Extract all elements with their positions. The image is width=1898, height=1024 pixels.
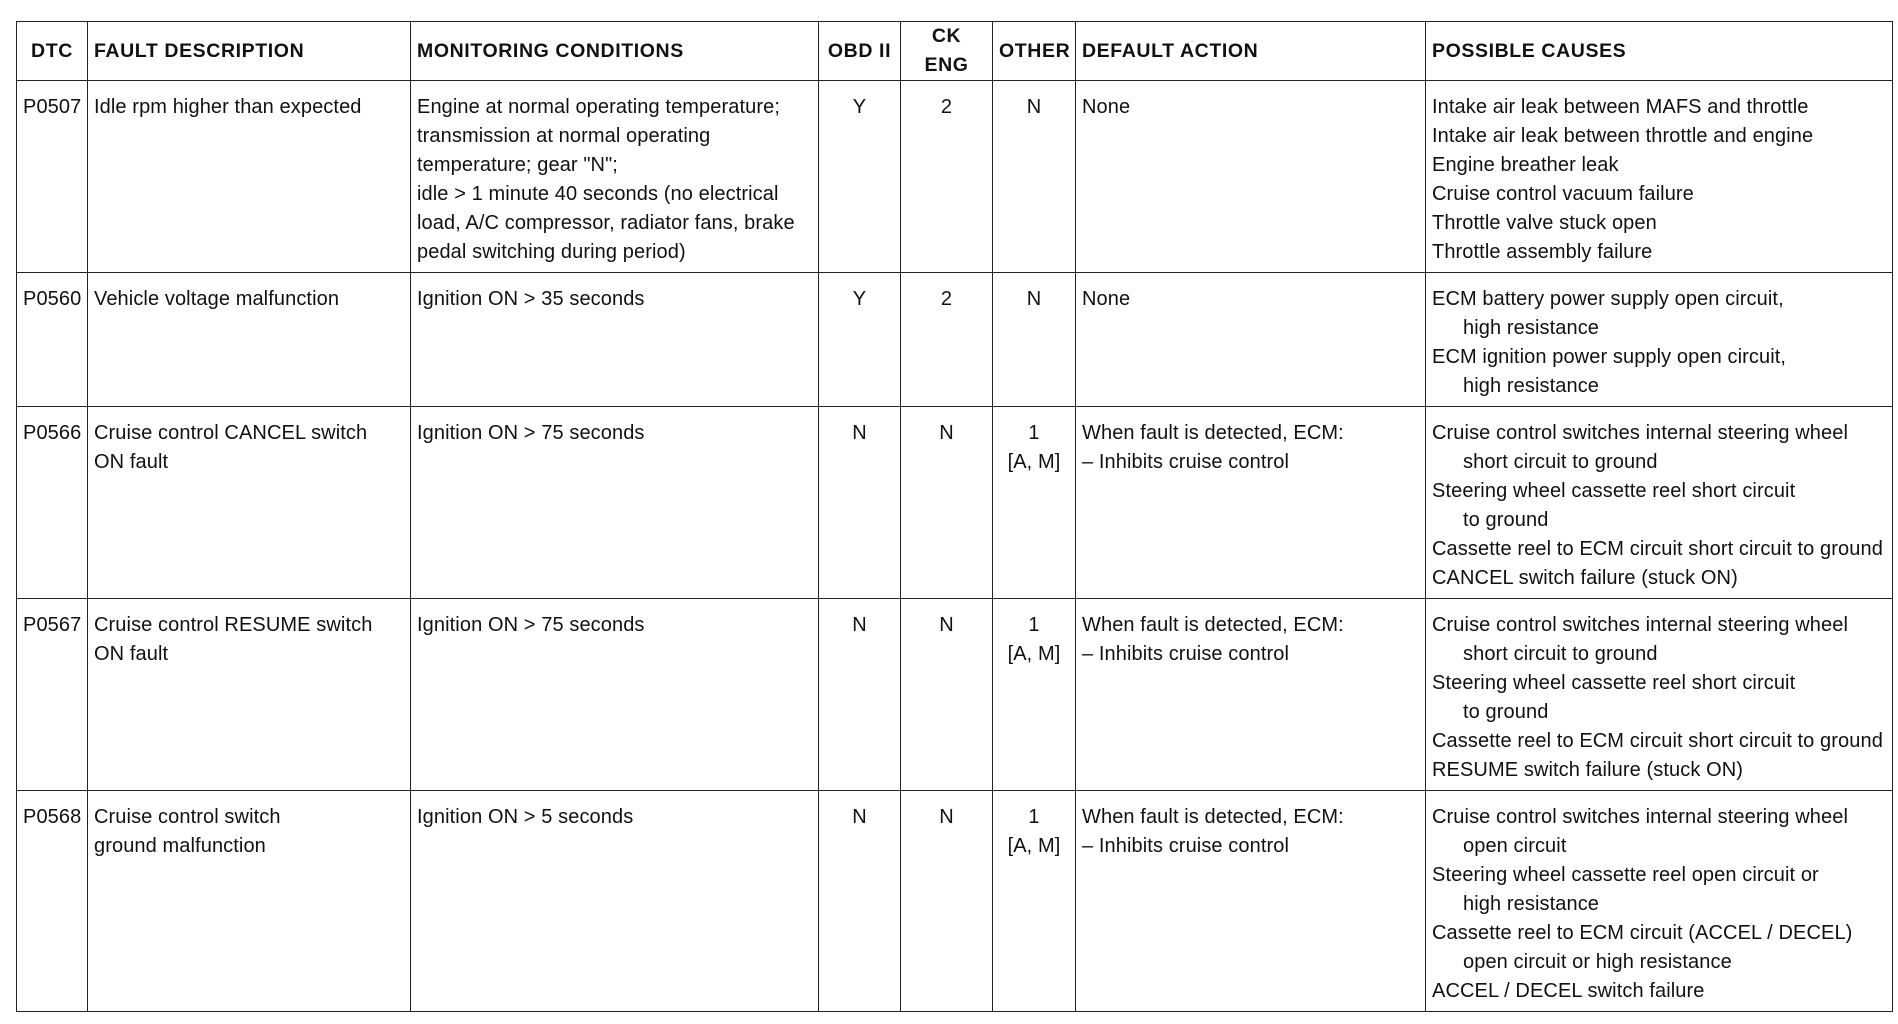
ck-eng-value: N	[939, 806, 954, 828]
possible-causes-cell	[1426, 407, 1893, 599]
fault-description-cell	[88, 273, 411, 407]
monitoring-condition-line: Ignition ON > 75 seconds	[417, 614, 645, 636]
possible-cause-line: to ground	[1463, 509, 1549, 531]
table-row	[17, 407, 1893, 599]
possible-cause-line: CANCEL switch failure (stuck ON)	[1432, 567, 1738, 589]
header-monitoring-conditions: MONITORING CONDITIONS	[411, 22, 819, 81]
possible-cause-line: Throttle assembly failure	[1432, 241, 1653, 263]
other-value-line: 1	[1028, 806, 1040, 828]
possible-cause-line: RESUME switch failure (stuck ON)	[1432, 759, 1744, 781]
monitoring-condition-line: temperature; gear "N";	[417, 154, 618, 176]
table-body	[17, 81, 1893, 1012]
possible-cause-line: Cruise control switches internal steering wheel	[1432, 806, 1848, 828]
obd-ii-value: Y	[852, 96, 867, 118]
other-value-line: [A, M]	[1007, 643, 1061, 665]
monitoring-conditions-cell	[411, 273, 819, 407]
possible-cause-line: high resistance	[1463, 375, 1600, 397]
possible-cause-line: Intake air leak between MAFS and throttle	[1432, 96, 1809, 118]
default-action-line: When fault is detected, ECM:	[1082, 806, 1344, 828]
table-row	[17, 599, 1893, 791]
dtc-table	[16, 21, 1893, 1012]
default-action-line: – Inhibits cruise control	[1082, 643, 1290, 665]
monitoring-conditions-cell	[411, 599, 819, 791]
possible-causes-cell	[1426, 273, 1893, 407]
obd-ii-value: N	[852, 614, 867, 636]
other-value-line: N	[1026, 288, 1042, 310]
obd-ii-cell	[819, 791, 901, 1012]
other-value-line: N	[1026, 96, 1042, 118]
ck-eng-value: 2	[940, 96, 953, 118]
header-dtc: DTC	[17, 22, 88, 81]
default-action-cell	[1076, 407, 1426, 599]
possible-cause-line: ECM ignition power supply open circuit,	[1432, 346, 1787, 368]
monitoring-condition-line: idle > 1 minute 40 seconds (no electrical	[417, 183, 779, 205]
fault-description-line: ground malfunction	[94, 835, 266, 857]
default-action-line: – Inhibits cruise control	[1082, 835, 1290, 857]
header-ck-eng: CK ENG	[901, 22, 993, 81]
dtc-code: P0566	[23, 422, 82, 444]
other-cell	[993, 273, 1076, 407]
default-action-cell	[1076, 273, 1426, 407]
other-value-line: 1	[1028, 614, 1040, 636]
dtc-code-cell	[17, 599, 88, 791]
possible-cause-line: Steering wheel cassette reel short circuit	[1432, 480, 1796, 502]
possible-cause-line: Intake air leak between throttle and engine	[1432, 125, 1814, 147]
ck-eng-cell	[901, 599, 993, 791]
dtc-code-cell	[17, 273, 88, 407]
possible-cause-line: open circuit or high resistance	[1463, 951, 1732, 973]
dtc-code: P0568	[23, 806, 82, 828]
other-cell	[993, 791, 1076, 1012]
default-action-cell	[1076, 81, 1426, 273]
possible-causes-cell	[1426, 599, 1893, 791]
monitoring-conditions-cell	[411, 791, 819, 1012]
possible-cause-line: open circuit	[1463, 835, 1567, 857]
possible-cause-line: ECM battery power supply open circuit,	[1432, 288, 1784, 310]
possible-cause-line: Throttle valve stuck open	[1432, 212, 1657, 234]
possible-cause-line: Cassette reel to ECM circuit (ACCEL / DECEL)	[1432, 922, 1853, 944]
possible-cause-line: ACCEL / DECEL switch failure	[1432, 980, 1705, 1002]
possible-cause-line: Cassette reel to ECM circuit short circuit to ground	[1432, 730, 1883, 752]
dtc-code-cell	[17, 407, 88, 599]
other-cell	[993, 81, 1076, 273]
obd-ii-cell	[819, 599, 901, 791]
possible-cause-line: short circuit to ground	[1463, 451, 1658, 473]
fault-description-cell	[88, 599, 411, 791]
possible-cause-line: Engine breather leak	[1432, 154, 1619, 176]
fault-description-line: Idle rpm higher than expected	[94, 96, 362, 118]
monitoring-condition-line: Engine at normal operating temperature;	[417, 96, 781, 118]
possible-cause-line: Cruise control vacuum failure	[1432, 183, 1694, 205]
obd-ii-cell	[819, 407, 901, 599]
possible-cause-line: high resistance	[1463, 317, 1600, 339]
possible-cause-line: to ground	[1463, 701, 1549, 723]
dtc-code: P0560	[23, 288, 82, 310]
possible-cause-line: high resistance	[1463, 893, 1600, 915]
default-action-line: None	[1082, 96, 1131, 118]
monitoring-condition-line: load, A/C compressor, radiator fans, brake	[417, 212, 795, 234]
ck-eng-value: N	[939, 614, 954, 636]
monitoring-condition-line: Ignition ON > 5 seconds	[417, 806, 634, 828]
ck-eng-cell	[901, 273, 993, 407]
other-value-line: [A, M]	[1007, 835, 1061, 857]
dtc-code: P0567	[23, 614, 82, 636]
possible-cause-line: Steering wheel cassette reel open circuit or	[1432, 864, 1819, 886]
default-action-line: When fault is detected, ECM:	[1082, 614, 1344, 636]
fault-description-cell	[88, 791, 411, 1012]
fault-description-cell	[88, 81, 411, 273]
table-row	[17, 791, 1893, 1012]
monitoring-condition-line: Ignition ON > 35 seconds	[417, 288, 645, 310]
table-row	[17, 273, 1893, 407]
monitoring-conditions-cell	[411, 407, 819, 599]
fault-description-line: Cruise control switch	[94, 806, 281, 828]
obd-ii-value: Y	[852, 288, 867, 310]
fault-description-line: ON fault	[94, 451, 169, 473]
header-obd-ii: OBD II	[819, 22, 901, 81]
default-action-line: None	[1082, 288, 1131, 310]
other-cell	[993, 407, 1076, 599]
ck-eng-value: 2	[940, 288, 953, 310]
obd-ii-cell	[819, 81, 901, 273]
dtc-code-cell	[17, 81, 88, 273]
possible-causes-cell	[1426, 791, 1893, 1012]
monitoring-condition-line: transmission at normal operating	[417, 125, 711, 147]
default-action-line: – Inhibits cruise control	[1082, 451, 1290, 473]
header-possible-causes: POSSIBLE CAUSES	[1426, 22, 1893, 81]
ck-eng-cell	[901, 791, 993, 1012]
fault-description-line: Cruise control RESUME switch	[94, 614, 373, 636]
possible-causes-cell	[1426, 81, 1893, 273]
obd-ii-cell	[819, 273, 901, 407]
possible-cause-line: Cassette reel to ECM circuit short circuit to ground	[1432, 538, 1883, 560]
dtc-code: P0507	[23, 96, 82, 118]
monitoring-condition-line: pedal switching during period)	[417, 241, 686, 263]
default-action-cell	[1076, 599, 1426, 791]
possible-cause-line: Cruise control switches internal steering wheel	[1432, 614, 1848, 636]
possible-cause-line: short circuit to ground	[1463, 643, 1658, 665]
dtc-code-cell	[17, 791, 88, 1012]
table-row	[17, 81, 1893, 273]
ck-eng-cell	[901, 407, 993, 599]
table-header-row	[17, 22, 1893, 81]
default-action-cell	[1076, 791, 1426, 1012]
other-value-line: 1	[1028, 422, 1040, 444]
possible-cause-line: Steering wheel cassette reel short circuit	[1432, 672, 1796, 694]
fault-description-line: Cruise control CANCEL switch	[94, 422, 368, 444]
default-action-line: When fault is detected, ECM:	[1082, 422, 1344, 444]
monitoring-conditions-cell	[411, 81, 819, 273]
header-default-action: DEFAULT ACTION	[1076, 22, 1426, 81]
possible-cause-line: Cruise control switches internal steering wheel	[1432, 422, 1848, 444]
monitoring-condition-line: Ignition ON > 75 seconds	[417, 422, 645, 444]
ck-eng-value: N	[939, 422, 954, 444]
header-fault-description: FAULT DESCRIPTION	[88, 22, 411, 81]
fault-description-line: Vehicle voltage malfunction	[94, 288, 340, 310]
other-cell	[993, 599, 1076, 791]
obd-ii-value: N	[852, 806, 867, 828]
other-value-line: [A, M]	[1007, 451, 1061, 473]
fault-description-line: ON fault	[94, 643, 169, 665]
ck-eng-cell	[901, 81, 993, 273]
obd-ii-value: N	[852, 422, 867, 444]
fault-description-cell	[88, 407, 411, 599]
header-other: OTHER	[993, 22, 1076, 81]
